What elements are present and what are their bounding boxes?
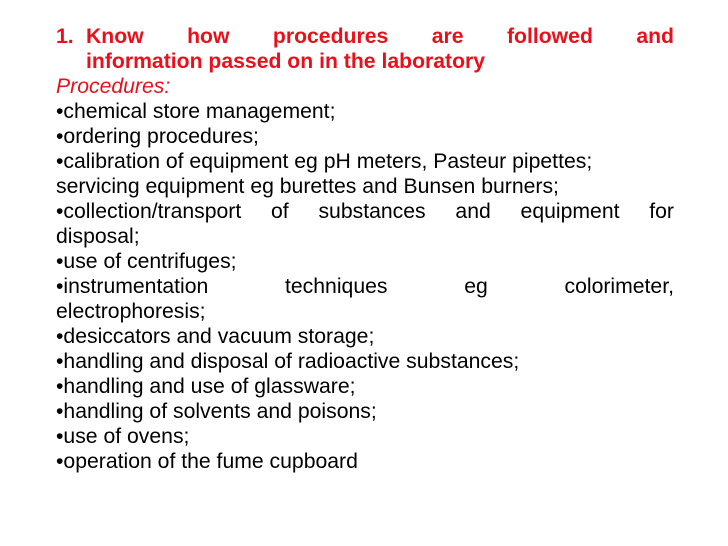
list-item-centrifuges	[56, 249, 674, 274]
list-item-text: disposal;	[56, 225, 140, 248]
list-item-ovens	[56, 424, 674, 449]
list-item-text: •handling and use of glassware;	[56, 375, 356, 398]
list-item-solvents	[56, 399, 674, 424]
list-item-text: •handling of solvents and poisons;	[56, 400, 377, 423]
list-item-text: •ordering procedures;	[56, 125, 259, 148]
list-item-text: •use of ovens;	[56, 425, 190, 448]
list-item-text: electrophoresis;	[56, 300, 206, 323]
list-item-desiccators	[56, 324, 674, 349]
list-item-calibration	[56, 149, 674, 199]
list-item-text: •collection/transport of substances and equipment for	[56, 200, 674, 223]
list-item-text: servicing equipment eg burettes and Bunsen burners;	[56, 175, 559, 198]
list-item-collection	[56, 199, 674, 249]
slide-heading	[56, 24, 674, 74]
list-item-store	[56, 99, 674, 124]
list-item-fume-cupboard	[56, 449, 674, 474]
procedures-subheading: Procedures:	[56, 75, 171, 98]
list-item-text: •use of centrifuges;	[56, 250, 237, 273]
list-item-text: •instrumentation techniques eg colorimeter,	[56, 275, 674, 298]
heading-line-2: information passed on in the laboratory	[86, 50, 486, 73]
list-item-instrumentation	[56, 274, 674, 324]
list-item-radioactive	[56, 349, 674, 374]
slide-content	[56, 24, 674, 474]
list-item-text: •operation of the fume cupboard	[56, 450, 358, 473]
list-item-text: •calibration of equipment eg pH meters, Pasteur pipettes;	[56, 150, 593, 173]
heading-text	[86, 24, 674, 74]
list-item-text: •desiccators and vacuum storage;	[56, 325, 375, 348]
heading-line-1: Know how procedures are followed and	[86, 25, 674, 48]
list-item-ordering	[56, 124, 674, 149]
list-item-text: •handling and disposal of radioactive substances;	[56, 350, 520, 373]
heading-number: 1.	[56, 25, 74, 48]
list-item-glassware	[56, 374, 674, 399]
list-item-text: •chemical store management;	[56, 100, 336, 123]
